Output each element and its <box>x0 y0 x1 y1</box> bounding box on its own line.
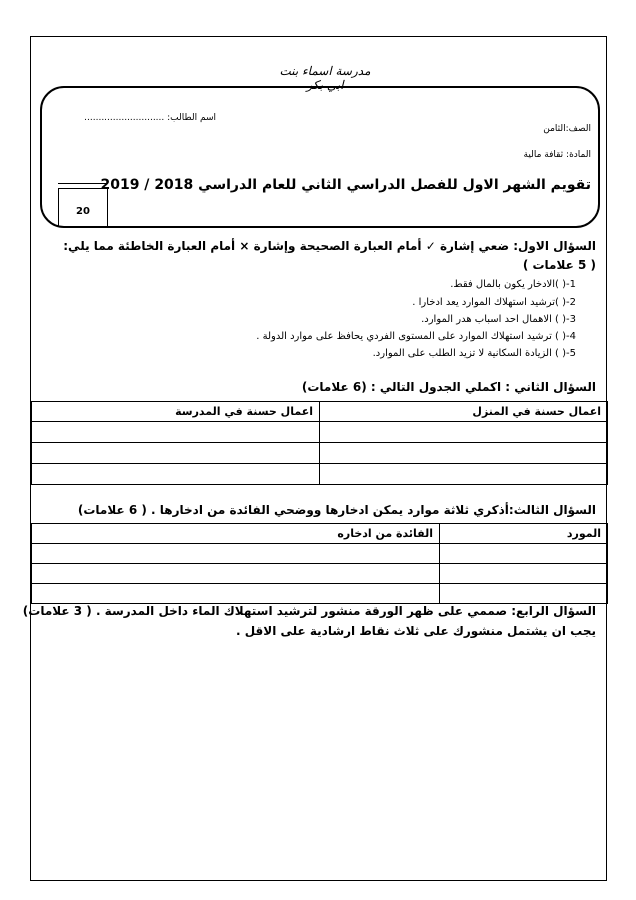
table-row <box>32 464 608 485</box>
q3-heading: السؤال الثالث:أذكري ثلاثة موارد يمكن ادخارها ووضحي الفائدة من ادخارها . ( 6 علامات) <box>77 503 596 517</box>
q4-line2: يجب ان يشتمل منشورك على ثلاث نقاط ارشادية على الاقل . <box>235 624 596 638</box>
q1-item: 5-( ) الزيادة السكانية لا تزيد الطلب على الموارد. <box>372 348 576 359</box>
answer-cell[interactable] <box>440 544 608 564</box>
table-row <box>32 564 608 584</box>
q2-heading: السؤال الثاني : اكملي الجدول التالي : (6 علامات) <box>301 380 596 394</box>
school-name: مدرسة اسماء بنت ابي بكر <box>279 64 371 92</box>
total-score: 20 <box>76 206 90 217</box>
answer-cell[interactable] <box>32 443 320 464</box>
exam-title: تقويم الشهر الاول للفصل الدراسي الثاني للعام الدراسي 2018 / 2019 <box>100 177 591 193</box>
student-name-field: اسم الطالب: ............................ <box>84 113 216 123</box>
score-box <box>58 188 108 226</box>
q2-col-home: اعمال حسنة في المنزل <box>320 402 608 422</box>
answer-cell[interactable] <box>320 464 608 485</box>
grade-label: الصف:الثامن <box>543 124 591 134</box>
q4-line1: السؤال الرابع: صممي على ظهر الورقة منشور لترشيد استهلاك الماء داخل المدرسة . ( 3 علامات) <box>22 604 596 618</box>
answer-cell[interactable] <box>320 443 608 464</box>
q1-heading: السؤال الاول: ضعي إشارة ✓ أمام العبارة الصحيحة وإشارة × أمام العبارة الخاطئة مما يلي: <box>63 239 596 253</box>
q3-col-resource: المورد <box>440 524 608 544</box>
q1-item: 4-( ) ترشيد استهلاك الموارد على المستوى الفردي يحافظ على موارد الدولة . <box>256 331 576 342</box>
q2-col-school: اعمال حسنة في المدرسة <box>32 402 320 422</box>
answer-cell[interactable] <box>32 464 320 485</box>
answer-cell[interactable] <box>32 422 320 443</box>
q1-item: 2-( )ترشيد استهلاك الموارد يعد ادخارا . <box>412 297 576 308</box>
q3-col-benefit: الفائدة من ادخاره <box>32 524 440 544</box>
table-row <box>32 584 608 604</box>
table-row <box>32 443 608 464</box>
q1-item: 3-( ) الاهمال احد اسباب هدر الموارد. <box>421 314 576 325</box>
answer-cell[interactable] <box>32 544 440 564</box>
answer-cell[interactable] <box>320 422 608 443</box>
table-row <box>32 544 608 564</box>
q3-table <box>31 523 608 604</box>
q1-item: 1-( )الادخار يكون بالمال فقط. <box>450 279 576 290</box>
answer-cell[interactable] <box>32 564 440 584</box>
table-row <box>32 422 608 443</box>
answer-cell[interactable] <box>440 564 608 584</box>
score-divider <box>58 183 108 184</box>
answer-cell[interactable] <box>440 584 608 604</box>
subject-label: المادة: ثقافة مالية <box>523 150 591 160</box>
q1-marks: ( 5 علامات ) <box>522 258 596 272</box>
q2-table <box>31 401 608 485</box>
header-box <box>40 86 600 228</box>
answer-cell[interactable] <box>32 584 440 604</box>
